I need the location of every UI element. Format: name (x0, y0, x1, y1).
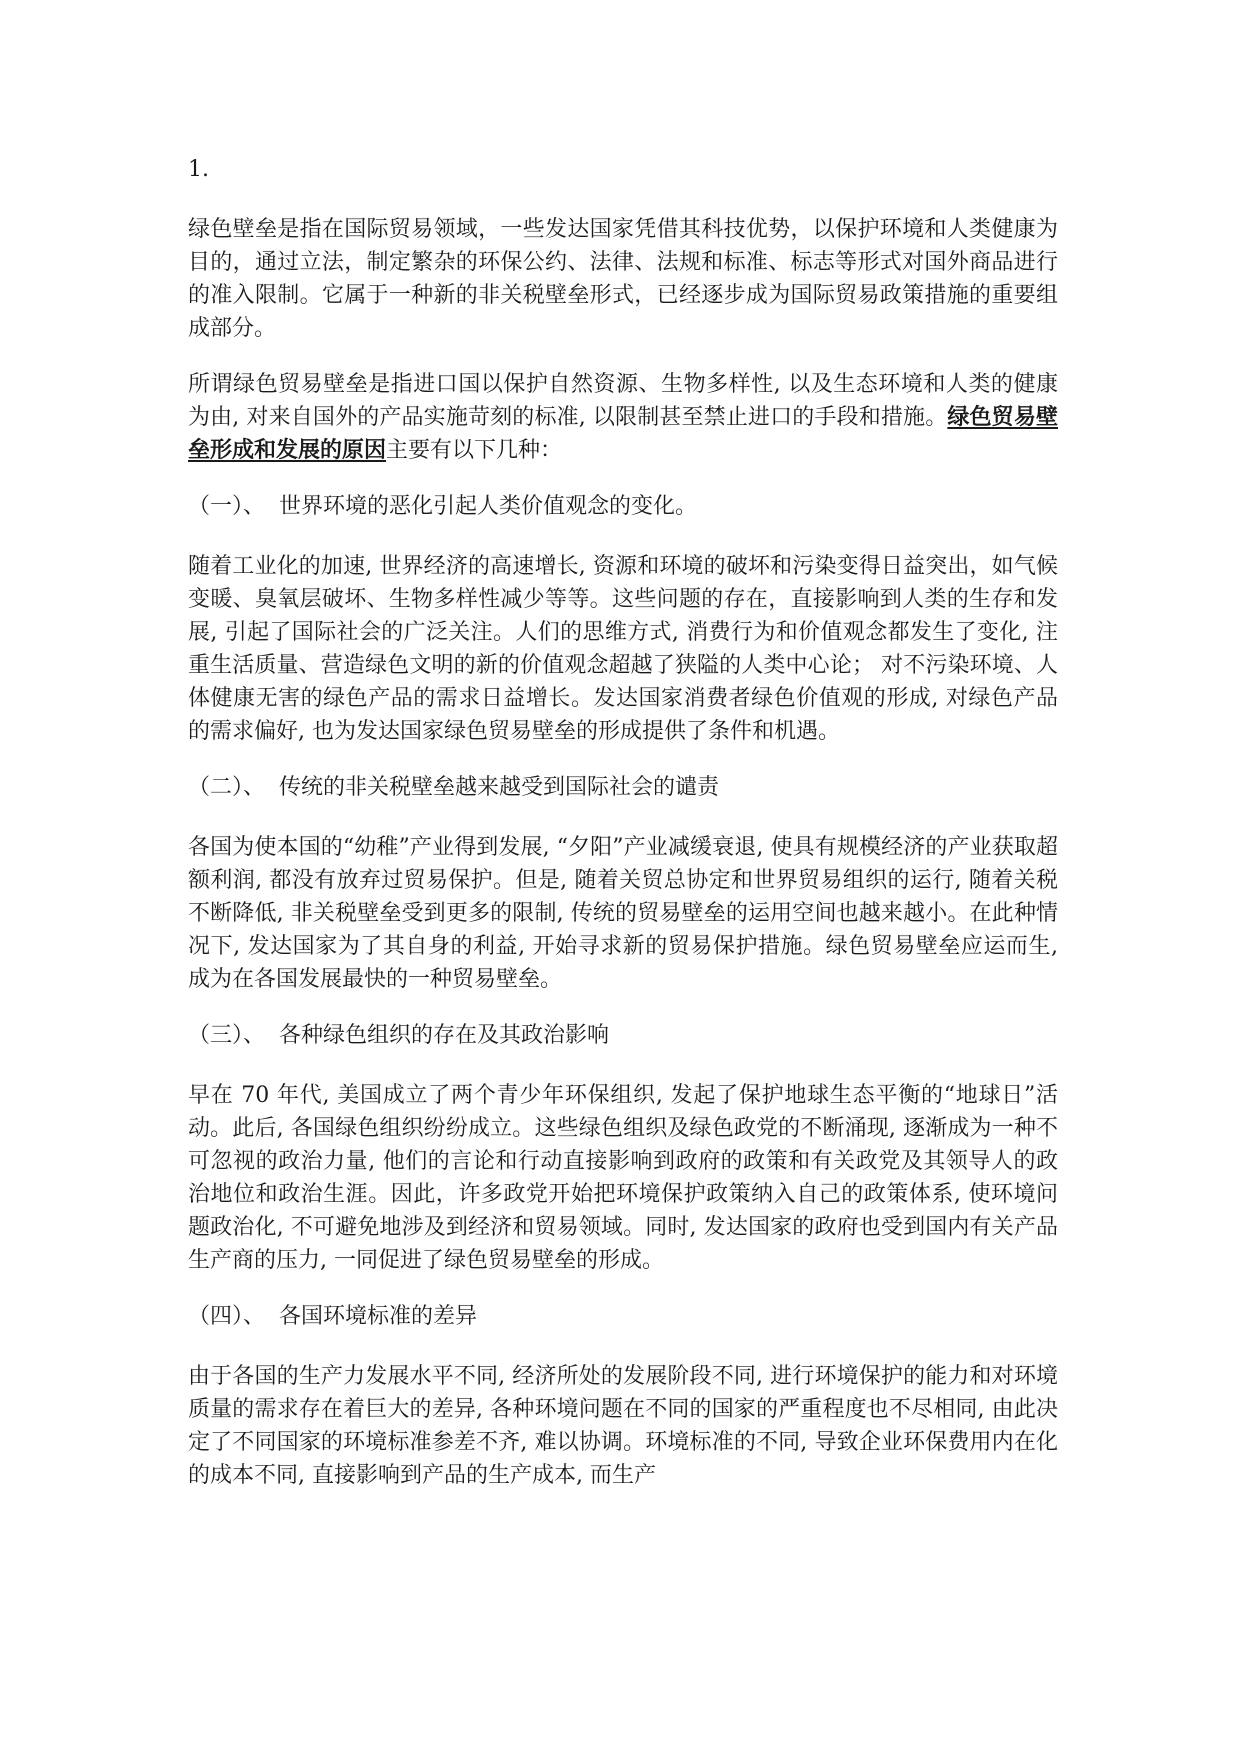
heading-cause-1: （一）、 世界环境的恶化引起人类价值观念的变化。 (188, 494, 697, 519)
heading-cause-4: （四）、 各国环境标准的差异 (188, 1304, 477, 1329)
document-body (188, 153, 1058, 1515)
paragraph-cause-3: 早在 70 年代, 美国成立了两个青少年环保组织, 发起了保护地球生态平衡的“地球日”活动。此后, 各国绿色组织纷纷成立。这些绿色组织及绿色政党的不断涌现, 逐渐成为一种不可忽视的政治力量, 他们的言论和行动直接影响到政府的政策和有关政党及其领导人的政治地位和政治生涯。因此，许多政党开始把环境保护政策纳入自己的政策体系, 使环境问题政治化, 不可避免地涉及到经济和贸易领域。同时, 发达国家的政府也受到国内有关产品生产商的压力, 一同促进了绿色贸易壁垒的形成。 (188, 1083, 1058, 1273)
heading-cause-3: （三）、 各种绿色组织的存在及其政治影响 (188, 1023, 609, 1048)
paragraph-text-before-link: 所谓绿色贸易壁垒是指进口国以保护自然资源、生物多样性, 以及生态环境和人类的健康为由, 对来自国外的产品实施苛刻的标准, 以限制甚至禁止进口的手段和措施。 (188, 372, 1058, 430)
paragraph-cause-4: 由于各国的生产力发展水平不同, 经济所处的发展阶段不同, 进行环境保护的能力和对环境质量的需求存在着巨大的差异, 各种环境问题在不同的国家的严重程度也不尽相同, 由此决定了不同国家的环境标准参差不齐, 难以协调。环境标准的不同, 导致企业环保费用内在化的成本不同, 直接影响到产品的生产成本, 而生产 (188, 1364, 1058, 1488)
paragraph-cause-1: 随着工业化的加速, 世界经济的高速增长, 资源和环境的破坏和污染变得日益突出，如气候变暖、臭氧层破坏、生物多样性减少等等。这些问题的存在，直接影响到人类的生存和发展, 引起了国际社会的广泛关注。人们的思维方式, 消费行为和价值观念都发生了变化, 注重生活质量、营造绿色文明的新的价值观念超越了狭隘的人类中心论； 对不污染环境、人体健康无害的绿色产品的需求日益增长。发达国家消费者绿色价值观的形成, 对绿色产品的需求偏好, 也为发达国家绿色贸易壁垒的形成提供了条件和机遇。 (188, 554, 1058, 744)
section-number: 1. (188, 157, 209, 182)
paragraph-definition: 绿色壁垒是指在国际贸易领域，一些发达国家凭借其科技优势，以保护环境和人类健康为目的，通过立法，制定繁杂的环保公约、法律、法规和标准、标志等形式对国外商品进行的准入限制。它属于一种新的非关税壁垒形式，已经逐步成为国际贸易政策措施的重要组成部分。 (188, 217, 1058, 341)
paragraph-text-after-link: 主要有以下几种： (386, 438, 563, 463)
heading-cause-2: （二）、 传统的非关税壁垒越来越受到国际社会的谴责 (188, 775, 719, 800)
paragraph-green-trade-barrier (188, 368, 1058, 467)
paragraph-cause-2: 各国为使本国的“幼稚”产业得到发展, “夕阳”产业减缓衰退, 使具有规模经济的产业获取超额利润, 都没有放弃过贸易保护。但是, 随着关贸总协定和世界贸易组织的运行, 随着关税不断降低, 非关税壁垒受到更多的限制, 传统的贸易壁垒的运用空间也越来越小。在此种情况下, 发达国家为了其自身的利益, 开始寻求新的贸易保护措施。绿色贸易壁垒应运而生, 成为在各国发展最快的一种贸易壁垒。 (188, 835, 1058, 992)
causes-link[interactable]: 绿色贸易壁垒形成和发展的原因 (188, 404, 1058, 463)
